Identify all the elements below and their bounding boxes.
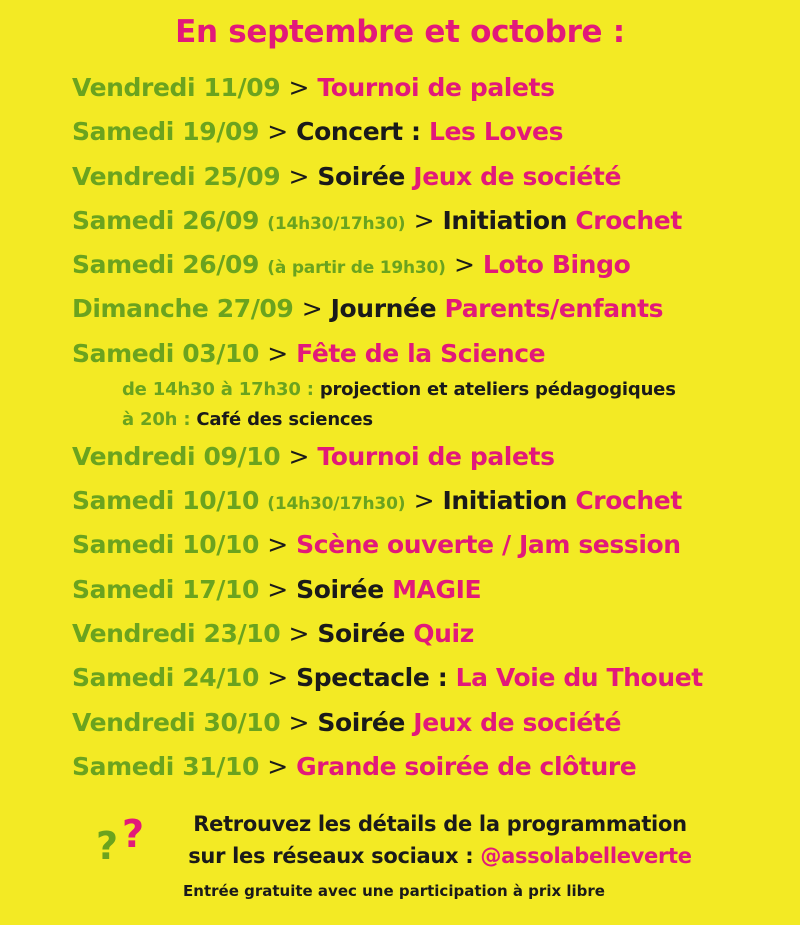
event-row: [72, 616, 792, 660]
event-row: [72, 114, 792, 158]
event-row: [72, 247, 792, 291]
science-detail-line: [72, 405, 792, 435]
event-row: [72, 336, 792, 375]
page-title: En septembre et octobre :: [175, 14, 625, 50]
event-name: Jeux de société: [413, 161, 622, 191]
event-row: [72, 527, 792, 571]
info-line-2: [160, 840, 720, 872]
event-date: Samedi 26/09: [72, 250, 259, 280]
event-date: Samedi 17/10: [72, 574, 259, 604]
event-date: Samedi 26/09: [72, 205, 259, 235]
event-date: Samedi 03/10: [72, 338, 259, 368]
event-type: Spectacle :: [296, 663, 448, 693]
arrow-icon: >: [413, 486, 435, 516]
arrow-icon: >: [267, 117, 288, 147]
event-time: (14h30/17h30): [267, 494, 406, 515]
event-name: Quiz: [413, 618, 474, 648]
social-info: [160, 808, 720, 872]
event-date: Vendredi 09/10: [72, 441, 281, 471]
event-row: [72, 439, 792, 483]
detail-text: projection et ateliers pédagogiques: [319, 378, 676, 400]
event-type: Initiation: [442, 486, 568, 516]
social-handle: @assolabelleverte: [480, 844, 692, 868]
event-name: Crochet: [575, 486, 682, 516]
event-row: [72, 70, 792, 114]
arrow-icon: >: [267, 574, 288, 604]
arrow-icon: >: [288, 618, 310, 648]
event-name: Fête de la Science: [296, 338, 546, 368]
event-row: [72, 749, 792, 793]
event-row: [72, 572, 792, 616]
event-name: Jeux de société: [413, 707, 622, 737]
event-list: [72, 70, 792, 793]
event-name: Tournoi de palets: [317, 73, 555, 102]
event-row: [72, 291, 792, 335]
event-type: Soirée: [296, 574, 384, 604]
event-name: Les Loves: [428, 117, 564, 147]
event-name: Scène ouverte / Jam session: [296, 530, 681, 560]
arrow-icon: >: [267, 338, 288, 368]
event-type: Journée: [330, 294, 437, 324]
event-date: Samedi 19/09: [72, 117, 259, 147]
arrow-icon: >: [413, 205, 435, 235]
event-type: Concert :: [296, 117, 421, 147]
info-line-2-text: sur les réseaux sociaux :: [188, 844, 474, 868]
event-date: Dimanche 27/09: [72, 294, 294, 324]
science-detail-line: [72, 375, 792, 405]
arrow-icon: >: [288, 707, 310, 737]
event-row: [72, 660, 792, 704]
event-name: La Voie du Thouet: [455, 663, 703, 693]
event-date: Samedi 24/10: [72, 663, 259, 693]
green-question-mark: ?: [96, 824, 119, 868]
science-details: [72, 375, 792, 435]
arrow-icon: >: [301, 294, 323, 324]
pink-question-mark: ?: [122, 812, 145, 856]
event-type: Soirée: [317, 707, 405, 737]
arrow-icon: >: [454, 250, 475, 280]
event-name: Tournoi de palets: [317, 441, 555, 471]
event-type: Soirée: [317, 618, 405, 648]
event-name: Loto Bingo: [482, 250, 631, 280]
event-date: Vendredi 23/10: [72, 618, 281, 648]
detail-time: à 20h :: [122, 408, 191, 430]
free-entry-note: Entrée gratuite avec une participation à prix libre: [183, 882, 605, 900]
event-date: Vendredi 30/10: [72, 707, 281, 737]
arrow-icon: >: [288, 73, 310, 102]
event-date: Vendredi 11/09: [72, 73, 281, 102]
event-name: Parents/enfants: [444, 294, 664, 324]
event-row: [72, 159, 792, 203]
detail-text: Café des sciences: [196, 408, 373, 430]
arrow-icon: >: [267, 663, 288, 693]
arrow-icon: >: [267, 751, 288, 781]
event-type: Soirée: [317, 161, 405, 191]
event-date: Samedi 10/10: [72, 530, 259, 560]
arrow-icon: >: [288, 441, 310, 471]
event-date: Samedi 31/10: [72, 751, 259, 781]
event-row: [72, 203, 792, 247]
event-row: [72, 483, 792, 527]
event-date: Vendredi 25/09: [72, 161, 281, 191]
info-line-1: Retrouvez les détails de la programmation: [193, 812, 687, 836]
event-name: MAGIE: [392, 574, 482, 604]
event-type: Initiation: [442, 205, 568, 235]
event-time: (à partir de 19h30): [267, 258, 446, 279]
event-name: Grande soirée de clôture: [296, 751, 637, 781]
event-name: Crochet: [575, 205, 682, 235]
event-row: [72, 705, 792, 749]
detail-time: de 14h30 à 17h30 :: [122, 378, 314, 400]
event-time: (14h30/17h30): [267, 213, 406, 234]
arrow-icon: >: [288, 161, 310, 191]
arrow-icon: >: [267, 530, 288, 560]
event-date: Samedi 10/10: [72, 486, 259, 516]
